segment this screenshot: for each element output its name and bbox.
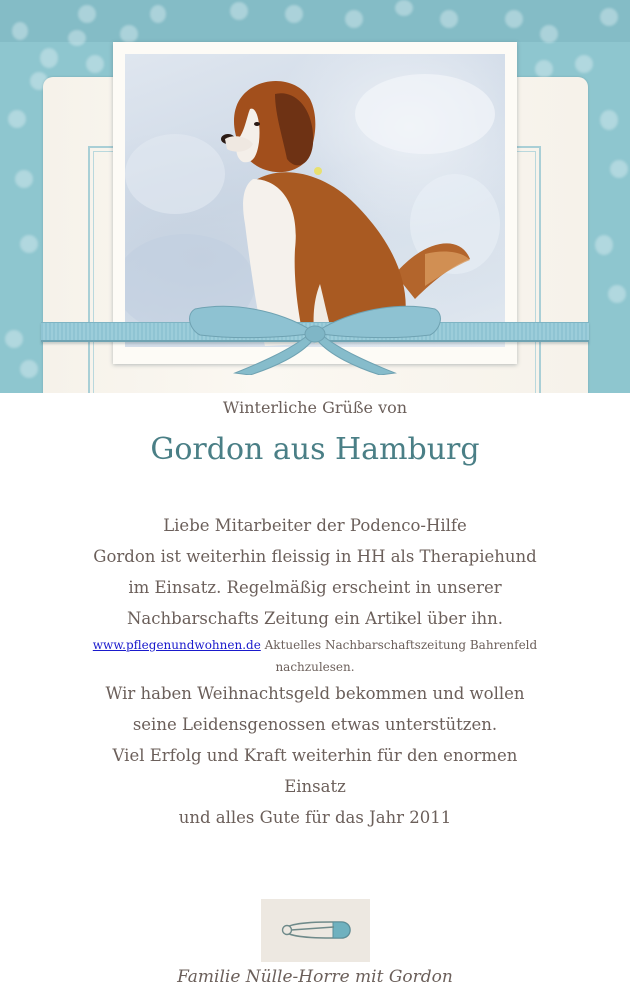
snow-dot bbox=[20, 235, 38, 253]
snow-dot bbox=[395, 0, 413, 16]
snow-dot bbox=[8, 110, 26, 128]
snow-dot bbox=[78, 5, 96, 23]
snow-dot bbox=[575, 55, 593, 73]
ribbon-bow-icon bbox=[180, 295, 450, 375]
snow-dot bbox=[86, 55, 104, 73]
snow-dot bbox=[150, 5, 166, 23]
message-line: Wir haben Weihnachtsgeld bekommen und wollen bbox=[105, 684, 525, 703]
snow-dot bbox=[540, 25, 558, 43]
message-line: Gordon ist weiterhin fleissig in HH als Therapiehund bbox=[93, 547, 537, 566]
greeting-text: Winterliche Grüße von bbox=[222, 398, 408, 417]
snow-dot bbox=[15, 170, 33, 188]
snow-dot bbox=[595, 235, 613, 255]
link-continuation: nachzulesen. bbox=[275, 660, 355, 674]
safety-pin-icon bbox=[261, 899, 370, 962]
safety-pin-ornament bbox=[261, 899, 370, 962]
snow-dot bbox=[230, 2, 248, 20]
message-line: Einsatz bbox=[284, 777, 346, 796]
snow-dot bbox=[68, 30, 86, 46]
link-line bbox=[60, 634, 570, 656]
message-line: Nachbarschafts Zeitung ein Artikel über ihn. bbox=[126, 609, 504, 628]
snow-dot bbox=[120, 25, 138, 43]
snow-dot bbox=[600, 8, 618, 26]
message-body bbox=[60, 510, 570, 833]
snow-dot bbox=[505, 10, 523, 28]
snow-dot bbox=[285, 5, 303, 23]
message-line: seine Leidensgenossen etwas unterstützen. bbox=[132, 715, 498, 734]
message-line: Viel Erfolg und Kraft weiterhin für den enormen bbox=[112, 746, 518, 765]
background-band bbox=[0, 0, 630, 42]
website-link[interactable]: www.pflegenundwohnen.de bbox=[92, 638, 261, 652]
snow-dot bbox=[610, 160, 628, 178]
snow-dot bbox=[12, 22, 28, 40]
header-card-image bbox=[0, 0, 630, 393]
message-line: im Einsatz. Regelmäßig erscheint in unserer bbox=[128, 578, 502, 597]
card-title: Gordon aus Hamburg bbox=[150, 432, 480, 467]
link-description: Aktuelles Nachbarschaftszeitung Bahrenfeld bbox=[260, 638, 538, 652]
snow-dot bbox=[535, 60, 553, 78]
signature: Familie Nülle-Horre mit Gordon bbox=[177, 967, 453, 987]
message-line: und alles Gute für das Jahr 2011 bbox=[178, 808, 452, 827]
snow-dot bbox=[440, 10, 458, 28]
snow-dot bbox=[345, 10, 363, 28]
snow-dot bbox=[600, 110, 618, 130]
message-line: Liebe Mitarbeiter der Podenco-Hilfe bbox=[163, 516, 467, 535]
snow-dot bbox=[20, 360, 38, 378]
snow-dot bbox=[40, 48, 58, 68]
snow-dot bbox=[5, 330, 23, 348]
snow-dot bbox=[608, 285, 626, 303]
